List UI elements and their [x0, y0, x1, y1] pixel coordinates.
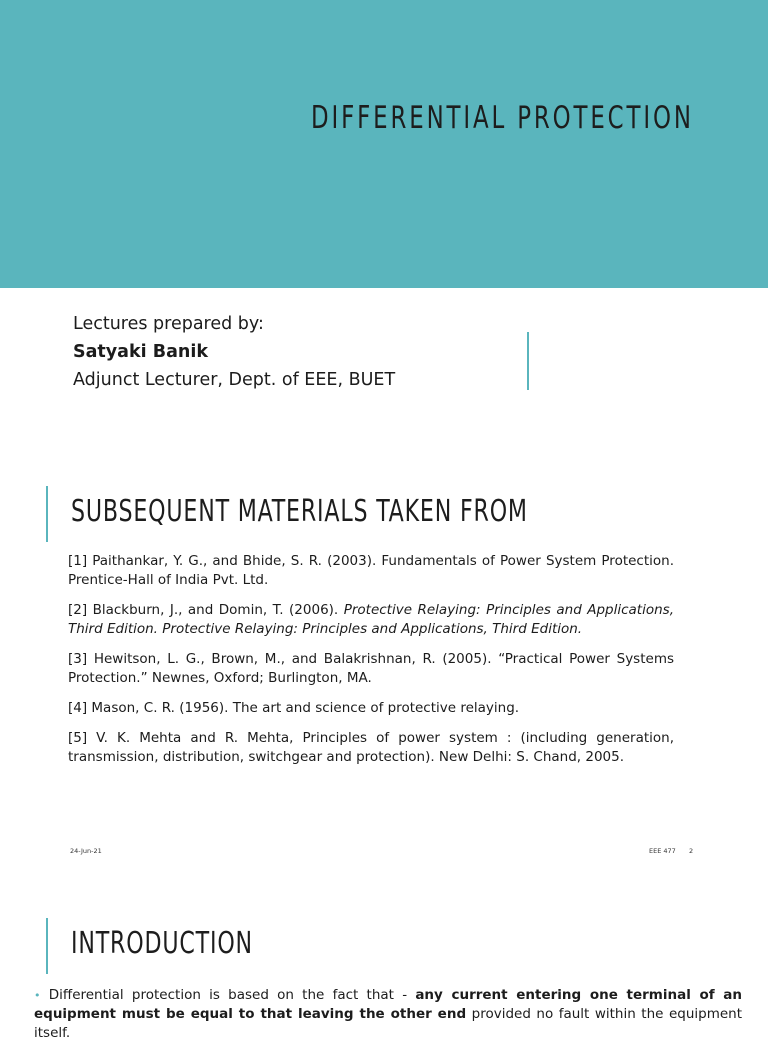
reference-item: [1] Paithankar, Y. G., and Bhide, S. R. (2003). Fundamentals of Power System Protection. Prentice-Hall of India Pvt. Ltd.: [68, 553, 674, 588]
intro-lead: Differential protection is based on the fact that -: [48, 987, 416, 1003]
intro-paragraph: [34, 986, 742, 1043]
reference-title-italic: Protective Relaying: Principles and Applications, Third Edition. Protective Relaying: Principles and Applications, Third Edition.: [68, 602, 674, 637]
reference-text: [2] Blackburn, J., and Domin, T. (2006).: [68, 602, 344, 618]
accent-divider: [46, 918, 48, 974]
reference-item: [3] Hewitson, L. G., Brown, M., and Balakrishnan, R. (2005). “Practical Power Systems Protection.” Newnes, Oxford; Burlington, MA.: [68, 651, 674, 686]
reference-item: [4] Mason, C. R. (1956). The art and science of protective relaying.: [68, 700, 520, 716]
footer-date: 24-Jun-21: [70, 847, 102, 855]
title-banner: [0, 0, 768, 288]
accent-divider: [527, 332, 529, 390]
author-name: Satyaki Banik: [73, 342, 208, 362]
intro-tail: provided no fault within the equipment itself.: [34, 1006, 743, 1041]
intro-bold: any current entering one terminal of an equipment must be equal to that leaving the other end: [34, 987, 743, 1022]
section-title: INTRODUCTION: [71, 926, 253, 961]
footer-page-number: 2: [689, 847, 694, 855]
accent-divider: [46, 486, 48, 542]
reference-list: [68, 552, 674, 778]
reference-item: [5] V. K. Mehta and R. Mehta, Principles of power system : (including generation, transmission, distribution, switchgear and protection). New Delhi: S. Chand, 2005.: [68, 730, 674, 765]
slide-title: DIFFERENTIAL PROTECTION: [311, 100, 694, 136]
author-role: Adjunct Lecturer, Dept. of EEE, BUET: [73, 370, 396, 390]
section-title: SUBSEQUENT MATERIALS TAKEN FROM: [71, 494, 528, 529]
bullet-marker: •: [34, 989, 41, 1002]
footer-course: EEE 477: [649, 847, 676, 855]
reference-item: [68, 601, 674, 639]
prepared-by-label: Lectures prepared by:: [73, 314, 264, 334]
author-block: [73, 310, 395, 394]
